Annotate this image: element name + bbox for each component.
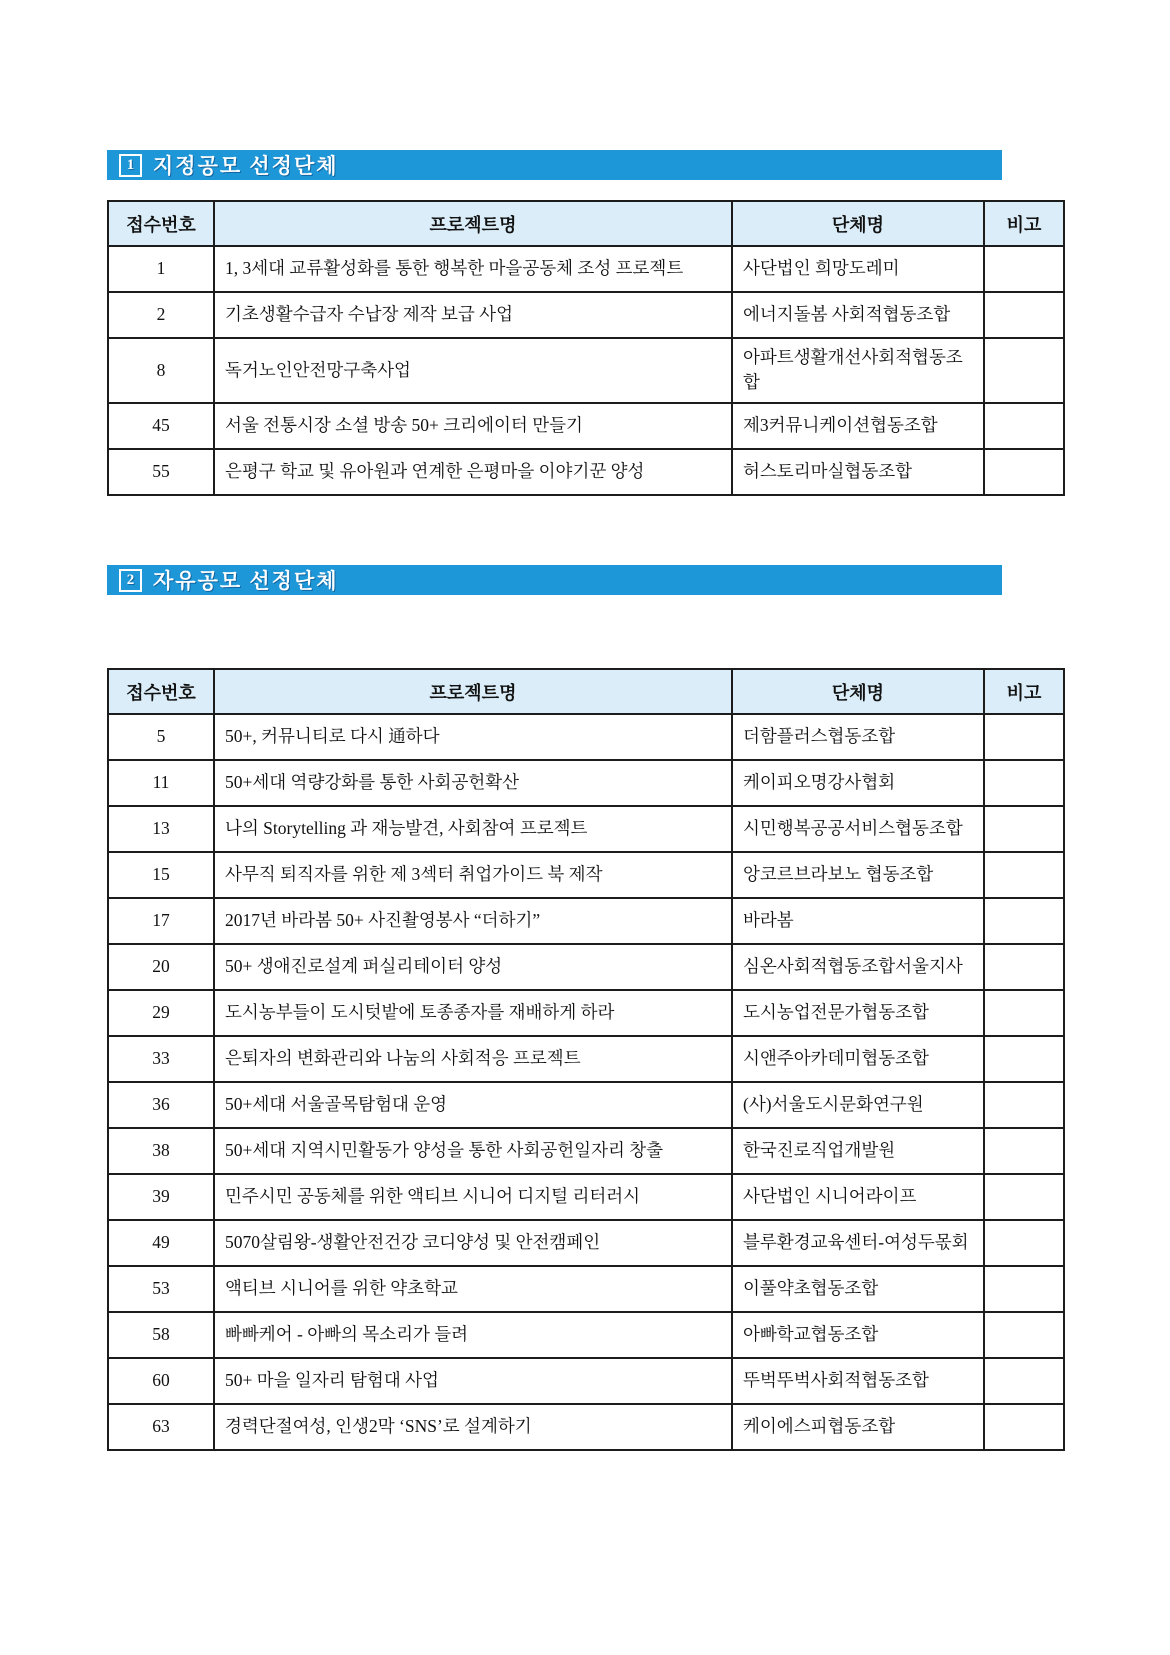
- table-row: [108, 990, 1064, 1036]
- note-cell: [984, 852, 1064, 898]
- receipt-number-cell: 55: [108, 449, 214, 495]
- receipt-number-cell: 60: [108, 1358, 214, 1404]
- col-header-org-name: 단체명: [732, 201, 984, 246]
- note-cell: [984, 246, 1064, 292]
- section-2-title: 자유공모 선정단체: [153, 569, 339, 593]
- col-header-project-name: 프로젝트명: [214, 669, 732, 714]
- org-name-cell: 케이피오명강사협회: [732, 760, 984, 806]
- org-name-cell: 사단법인 희망도레미: [732, 246, 984, 292]
- project-name-cell: 50+ 생애진로설계 퍼실리테이터 양성: [214, 944, 732, 990]
- project-name-cell: 50+세대 역량강화를 통한 사회공헌확산: [214, 760, 732, 806]
- table-row: [108, 1174, 1064, 1220]
- section-2-number-box: 2: [119, 569, 142, 592]
- note-cell: [984, 760, 1064, 806]
- org-name-cell: 아파트생활개선사회적협동조합: [732, 338, 984, 403]
- table-row: [108, 246, 1064, 292]
- section-1-header-bar: [107, 150, 1002, 180]
- org-name-cell: 에너지돌봄 사회적협동조합: [732, 292, 984, 338]
- designated-contest-table: [107, 200, 1065, 496]
- org-name-cell: (사)서울도시문화연구원: [732, 1082, 984, 1128]
- table-body: [108, 714, 1064, 1450]
- receipt-number-cell: 17: [108, 898, 214, 944]
- table-row: [108, 1220, 1064, 1266]
- note-cell: [984, 1220, 1064, 1266]
- receipt-number-cell: 45: [108, 403, 214, 449]
- receipt-number-cell: 49: [108, 1220, 214, 1266]
- org-name-cell: 아빠학교협동조합: [732, 1312, 984, 1358]
- receipt-number-cell: 29: [108, 990, 214, 1036]
- table-row: [108, 714, 1064, 760]
- table-row: [108, 1312, 1064, 1358]
- table-row: [108, 1404, 1064, 1450]
- table-row: [108, 898, 1064, 944]
- receipt-number-cell: 5: [108, 714, 214, 760]
- org-name-cell: 허스토리마실협동조합: [732, 449, 984, 495]
- project-name-cell: 서울 전통시장 소셜 방송 50+ 크리에이터 만들기: [214, 403, 732, 449]
- project-name-cell: 경력단절여성, 인생2막 ‘SNS’로 설계하기: [214, 1404, 732, 1450]
- section-1-title: 지정공모 선정단체: [153, 154, 339, 178]
- table-row: [108, 1082, 1064, 1128]
- project-name-cell: 사무직 퇴직자를 위한 제 3섹터 취업가이드 북 제작: [214, 852, 732, 898]
- receipt-number-cell: 38: [108, 1128, 214, 1174]
- note-cell: [984, 990, 1064, 1036]
- note-cell: [984, 1266, 1064, 1312]
- note-cell: [984, 403, 1064, 449]
- col-header-receipt-number: 접수번호: [108, 201, 214, 246]
- table-row: [108, 338, 1064, 403]
- project-name-cell: 은평구 학교 및 유아원과 연계한 은평마을 이야기꾼 양성: [214, 449, 732, 495]
- receipt-number-cell: 63: [108, 1404, 214, 1450]
- org-name-cell: 사단법인 시니어라이프: [732, 1174, 984, 1220]
- project-name-cell: 50+ 마을 일자리 탐험대 사업: [214, 1358, 732, 1404]
- table-row: [108, 449, 1064, 495]
- table-row: [108, 1036, 1064, 1082]
- org-name-cell: 심온사회적협동조합서울지사: [732, 944, 984, 990]
- note-cell: [984, 714, 1064, 760]
- note-cell: [984, 898, 1064, 944]
- table-header: [108, 201, 1064, 246]
- org-name-cell: 앙코르브라보노 협동조합: [732, 852, 984, 898]
- table-header-row: [108, 201, 1064, 246]
- col-header-note: 비고: [984, 669, 1064, 714]
- table-row: [108, 944, 1064, 990]
- table-row: [108, 1128, 1064, 1174]
- receipt-number-cell: 36: [108, 1082, 214, 1128]
- project-name-cell: 나의 Storytelling 과 재능발견, 사회참여 프로젝트: [214, 806, 732, 852]
- table-row: [108, 806, 1064, 852]
- receipt-number-cell: 33: [108, 1036, 214, 1082]
- note-cell: [984, 449, 1064, 495]
- receipt-number-cell: 53: [108, 1266, 214, 1312]
- note-cell: [984, 806, 1064, 852]
- org-name-cell: 한국진로직업개발원: [732, 1128, 984, 1174]
- col-header-org-name: 단체명: [732, 669, 984, 714]
- table-row: [108, 1266, 1064, 1312]
- receipt-number-cell: 39: [108, 1174, 214, 1220]
- project-name-cell: 50+세대 서울골목탐험대 운영: [214, 1082, 732, 1128]
- project-name-cell: 50+세대 지역시민활동가 양성을 통한 사회공헌일자리 창출: [214, 1128, 732, 1174]
- open-contest-table: [107, 668, 1065, 1451]
- note-cell: [984, 1082, 1064, 1128]
- table-header: [108, 669, 1064, 714]
- project-name-cell: 도시농부들이 도시텃밭에 토종종자를 재배하게 하라: [214, 990, 732, 1036]
- col-header-project-name: 프로젝트명: [214, 201, 732, 246]
- receipt-number-cell: 1: [108, 246, 214, 292]
- section-1-number-box: 1: [119, 154, 142, 177]
- project-name-cell: 독거노인안전망구축사업: [214, 338, 732, 403]
- org-name-cell: 바라봄: [732, 898, 984, 944]
- receipt-number-cell: 8: [108, 338, 214, 403]
- col-header-note: 비고: [984, 201, 1064, 246]
- receipt-number-cell: 2: [108, 292, 214, 338]
- project-name-cell: 기초생활수급자 수납장 제작 보급 사업: [214, 292, 732, 338]
- note-cell: [984, 1128, 1064, 1174]
- table-row: [108, 292, 1064, 338]
- table-row: [108, 760, 1064, 806]
- org-name-cell: 이풀약초협동조합: [732, 1266, 984, 1312]
- org-name-cell: 케이에스피협동조합: [732, 1404, 984, 1450]
- note-cell: [984, 1036, 1064, 1082]
- col-header-receipt-number: 접수번호: [108, 669, 214, 714]
- project-name-cell: 민주시민 공동체를 위한 액티브 시니어 디지털 리터러시: [214, 1174, 732, 1220]
- org-name-cell: 제3커뮤니케이션협동조합: [732, 403, 984, 449]
- note-cell: [984, 338, 1064, 403]
- note-cell: [984, 292, 1064, 338]
- org-name-cell: 도시농업전문가협동조합: [732, 990, 984, 1036]
- note-cell: [984, 944, 1064, 990]
- receipt-number-cell: 15: [108, 852, 214, 898]
- note-cell: [984, 1174, 1064, 1220]
- project-name-cell: 50+, 커뮤니티로 다시 通하다: [214, 714, 732, 760]
- project-name-cell: 2017년 바라봄 50+ 사진촬영봉사 “더하기”: [214, 898, 732, 944]
- receipt-number-cell: 58: [108, 1312, 214, 1358]
- project-name-cell: 액티브 시니어를 위한 약초학교: [214, 1266, 732, 1312]
- note-cell: [984, 1312, 1064, 1358]
- table-row: [108, 1358, 1064, 1404]
- receipt-number-cell: 11: [108, 760, 214, 806]
- project-name-cell: 5070살림왕-생활안전건강 코디양성 및 안전캠페인: [214, 1220, 732, 1266]
- table-row: [108, 852, 1064, 898]
- org-name-cell: 시민행복공공서비스협동조합: [732, 806, 984, 852]
- project-name-cell: 1, 3세대 교류활성화를 통한 행복한 마을공동체 조성 프로젝트: [214, 246, 732, 292]
- project-name-cell: 빠빠케어 - 아빠의 목소리가 들려: [214, 1312, 732, 1358]
- project-name-cell: 은퇴자의 변화관리와 나눔의 사회적응 프로젝트: [214, 1036, 732, 1082]
- section-2-header-bar: [107, 565, 1002, 595]
- receipt-number-cell: 13: [108, 806, 214, 852]
- org-name-cell: 더함플러스협동조합: [732, 714, 984, 760]
- note-cell: [984, 1404, 1064, 1450]
- receipt-number-cell: 20: [108, 944, 214, 990]
- org-name-cell: 뚜벅뚜벅사회적협동조합: [732, 1358, 984, 1404]
- table-body: [108, 246, 1064, 495]
- org-name-cell: 시앤주아카데미협동조합: [732, 1036, 984, 1082]
- table-header-row: [108, 669, 1064, 714]
- table-row: [108, 403, 1064, 449]
- org-name-cell: 블루환경교육센터-여성두몫회: [732, 1220, 984, 1266]
- note-cell: [984, 1358, 1064, 1404]
